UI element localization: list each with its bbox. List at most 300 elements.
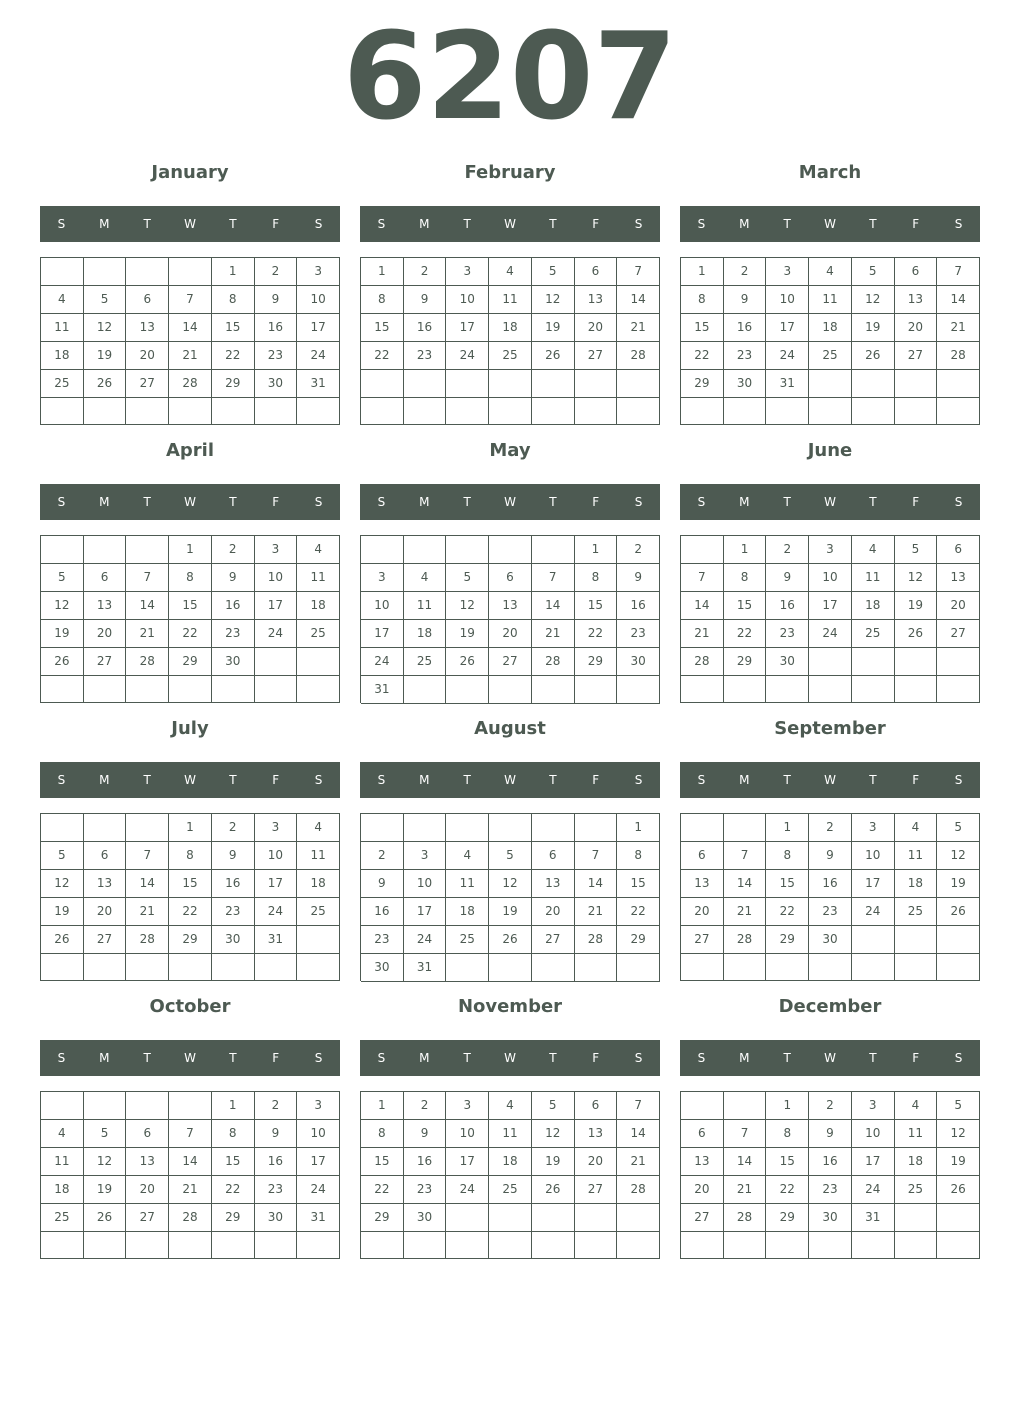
empty-cell: [404, 1232, 447, 1259]
day-cell: 27: [126, 1204, 169, 1232]
day-cell: 25: [41, 1204, 84, 1232]
empty-cell: [297, 648, 340, 676]
empty-cell: [84, 1092, 127, 1120]
day-cell: 6: [489, 564, 532, 592]
day-cell: 10: [446, 1120, 489, 1148]
day-cell: 31: [361, 676, 404, 704]
empty-cell: [446, 398, 489, 426]
day-cell: 18: [895, 1148, 938, 1176]
empty-cell: [766, 1232, 809, 1259]
day-cell: 17: [404, 898, 447, 926]
weekday-header: [360, 1040, 660, 1076]
day-cell: 24: [297, 342, 340, 370]
day-cell: 5: [489, 842, 532, 870]
day-cell: 31: [404, 954, 447, 982]
day-cell: 24: [852, 898, 895, 926]
day-cell: 23: [617, 620, 660, 648]
day-cell: 6: [126, 1120, 169, 1148]
day-cell: 1: [724, 536, 767, 564]
weekday-header: [680, 1040, 980, 1076]
weekday-label: M: [99, 773, 110, 787]
day-cell: 20: [575, 314, 618, 342]
empty-cell: [895, 1232, 938, 1259]
day-cell: 27: [84, 926, 127, 954]
day-cell: 18: [446, 898, 489, 926]
day-cell: 28: [724, 1204, 767, 1232]
weekday-label: S: [377, 217, 386, 231]
day-cell: 4: [489, 258, 532, 286]
day-cell: 15: [212, 1148, 255, 1176]
day-cell: 20: [575, 1148, 618, 1176]
weekday-label: S: [377, 495, 386, 509]
day-cell: 22: [724, 620, 767, 648]
day-cell: 7: [169, 1120, 212, 1148]
weekday-label: T: [783, 773, 791, 787]
day-cell: 14: [617, 286, 660, 314]
day-cell: 15: [617, 870, 660, 898]
day-cell: 20: [681, 1176, 724, 1204]
day-cell: 19: [532, 314, 575, 342]
empty-cell: [126, 954, 169, 981]
empty-cell: [489, 954, 532, 982]
empty-cell: [895, 648, 938, 676]
day-cell: 21: [617, 314, 660, 342]
day-cell: 8: [681, 286, 724, 314]
day-cell: 27: [126, 370, 169, 398]
day-cell: 19: [41, 898, 84, 926]
day-cell: 26: [489, 926, 532, 954]
day-cell: 17: [361, 620, 404, 648]
day-cell: 25: [404, 648, 447, 676]
day-cell: 7: [724, 1120, 767, 1148]
weekday-header: [40, 1040, 340, 1076]
day-cell: 11: [489, 1120, 532, 1148]
weekday-label: M: [739, 773, 750, 787]
empty-cell: [724, 1232, 767, 1259]
day-cell: 9: [212, 564, 255, 592]
day-cell: 29: [681, 370, 724, 398]
empty-cell: [41, 1232, 84, 1259]
day-cell: 27: [84, 648, 127, 676]
day-cell: 11: [852, 564, 895, 592]
empty-cell: [212, 1232, 255, 1259]
day-cell: 6: [681, 1120, 724, 1148]
empty-cell: [809, 648, 852, 676]
weekday-label: W: [824, 1051, 836, 1065]
weekday-label: W: [184, 773, 196, 787]
day-cell: 2: [404, 1092, 447, 1120]
weekday-label: S: [634, 217, 643, 231]
empty-cell: [809, 1232, 852, 1259]
day-cell: 27: [895, 342, 938, 370]
day-cell: 19: [532, 1148, 575, 1176]
empty-cell: [937, 954, 980, 981]
empty-cell: [575, 954, 618, 982]
empty-cell: [41, 258, 84, 286]
day-cell: 13: [681, 870, 724, 898]
day-cell: 10: [297, 1120, 340, 1148]
day-cell: 6: [84, 842, 127, 870]
empty-cell: [852, 676, 895, 703]
day-cell: 19: [446, 620, 489, 648]
day-cell: 12: [446, 592, 489, 620]
day-cell: 20: [681, 898, 724, 926]
day-cell: 16: [724, 314, 767, 342]
day-cell: 15: [766, 870, 809, 898]
weekday-label: S: [954, 773, 963, 787]
day-cell: 2: [212, 536, 255, 564]
day-cell: 2: [212, 814, 255, 842]
day-cell: 31: [852, 1204, 895, 1232]
weekday-label: S: [697, 1051, 706, 1065]
weekday-label: S: [634, 1051, 643, 1065]
weekday-label: T: [229, 773, 237, 787]
day-cell: 1: [169, 814, 212, 842]
day-cell: 20: [937, 592, 980, 620]
day-cell: 14: [681, 592, 724, 620]
weekday-header: [680, 206, 980, 242]
day-cell: 8: [212, 1120, 255, 1148]
day-cell: 28: [169, 1204, 212, 1232]
day-cell: 5: [84, 286, 127, 314]
empty-cell: [361, 398, 404, 426]
day-cell: 19: [937, 870, 980, 898]
day-cell: 12: [84, 1148, 127, 1176]
day-cell: 15: [169, 592, 212, 620]
day-cell: 11: [41, 1148, 84, 1176]
day-cell: 27: [681, 1204, 724, 1232]
day-grid: [360, 535, 660, 703]
weekday-label: S: [314, 1051, 323, 1065]
empty-cell: [84, 398, 127, 425]
day-cell: 22: [212, 1176, 255, 1204]
empty-cell: [809, 954, 852, 981]
weekday-label: W: [824, 773, 836, 787]
day-cell: 29: [212, 1204, 255, 1232]
month-name: March: [798, 162, 862, 183]
day-cell: 17: [297, 314, 340, 342]
day-cell: 4: [489, 1092, 532, 1120]
day-cell: 21: [126, 898, 169, 926]
day-cell: 1: [212, 258, 255, 286]
day-cell: 2: [809, 814, 852, 842]
day-cell: 25: [489, 1176, 532, 1204]
empty-cell: [681, 1232, 724, 1259]
empty-cell: [446, 536, 489, 564]
day-cell: 5: [852, 258, 895, 286]
day-cell: 11: [895, 842, 938, 870]
day-cell: 26: [852, 342, 895, 370]
day-cell: 25: [297, 898, 340, 926]
empty-cell: [724, 676, 767, 703]
empty-cell: [766, 398, 809, 425]
day-cell: 22: [575, 620, 618, 648]
day-cell: 23: [809, 1176, 852, 1204]
day-cell: 15: [169, 870, 212, 898]
day-cell: 2: [255, 258, 298, 286]
empty-cell: [852, 648, 895, 676]
empty-cell: [575, 370, 618, 398]
day-cell: 14: [169, 314, 212, 342]
weekday-label: M: [739, 1051, 750, 1065]
empty-cell: [255, 398, 298, 425]
weekday-label: T: [229, 217, 237, 231]
day-cell: 26: [895, 620, 938, 648]
day-cell: 5: [895, 536, 938, 564]
weekday-label: F: [592, 1051, 600, 1065]
day-cell: 17: [852, 1148, 895, 1176]
day-cell: 27: [575, 342, 618, 370]
empty-cell: [41, 536, 84, 564]
empty-cell: [361, 1232, 404, 1259]
weekday-label: M: [419, 495, 430, 509]
day-cell: 4: [446, 842, 489, 870]
empty-cell: [895, 926, 938, 954]
day-cell: 6: [532, 842, 575, 870]
weekday-header: [680, 762, 980, 798]
day-cell: 19: [895, 592, 938, 620]
day-cell: 13: [126, 314, 169, 342]
day-cell: 23: [255, 1176, 298, 1204]
day-cell: 28: [681, 648, 724, 676]
weekday-label: S: [57, 495, 66, 509]
empty-cell: [489, 814, 532, 842]
day-cell: 28: [169, 370, 212, 398]
empty-cell: [681, 398, 724, 425]
weekday-label: W: [184, 1051, 196, 1065]
day-cell: 7: [126, 564, 169, 592]
day-cell: 13: [575, 286, 618, 314]
weekday-label: S: [314, 773, 323, 787]
day-cell: 12: [937, 1120, 980, 1148]
day-cell: 15: [361, 314, 404, 342]
day-cell: 27: [937, 620, 980, 648]
day-cell: 29: [766, 1204, 809, 1232]
empty-cell: [169, 1232, 212, 1259]
day-grid: [680, 535, 980, 703]
day-cell: 17: [809, 592, 852, 620]
day-cell: 26: [937, 898, 980, 926]
weekday-label: W: [184, 495, 196, 509]
day-cell: 30: [617, 648, 660, 676]
day-cell: 29: [361, 1204, 404, 1232]
day-cell: 20: [84, 898, 127, 926]
day-cell: 24: [766, 342, 809, 370]
empty-cell: [361, 370, 404, 398]
day-cell: 11: [446, 870, 489, 898]
day-cell: 10: [297, 286, 340, 314]
day-cell: 29: [724, 648, 767, 676]
day-cell: 7: [617, 258, 660, 286]
day-cell: 27: [575, 1176, 618, 1204]
day-cell: 4: [852, 536, 895, 564]
empty-cell: [617, 1232, 660, 1259]
day-cell: 22: [766, 1176, 809, 1204]
day-cell: 9: [404, 1120, 447, 1148]
weekday-label: S: [377, 1051, 386, 1065]
day-cell: 13: [681, 1148, 724, 1176]
day-cell: 12: [41, 870, 84, 898]
day-cell: 13: [532, 870, 575, 898]
day-cell: 8: [766, 842, 809, 870]
day-cell: 10: [255, 842, 298, 870]
day-cell: 26: [937, 1176, 980, 1204]
day-cell: 8: [617, 842, 660, 870]
empty-cell: [404, 814, 447, 842]
day-cell: 18: [489, 1148, 532, 1176]
weekday-label: W: [184, 217, 196, 231]
day-cell: 23: [212, 898, 255, 926]
empty-cell: [532, 676, 575, 704]
empty-cell: [361, 814, 404, 842]
day-cell: 15: [681, 314, 724, 342]
day-cell: 6: [126, 286, 169, 314]
weekday-label: F: [272, 217, 280, 231]
day-cell: 16: [361, 898, 404, 926]
day-cell: 31: [297, 370, 340, 398]
day-cell: 30: [212, 926, 255, 954]
day-cell: 14: [937, 286, 980, 314]
day-cell: 12: [532, 286, 575, 314]
day-cell: 9: [724, 286, 767, 314]
empty-cell: [297, 398, 340, 425]
empty-cell: [617, 398, 660, 426]
empty-cell: [895, 370, 938, 398]
day-cell: 25: [895, 898, 938, 926]
day-cell: 7: [617, 1092, 660, 1120]
empty-cell: [84, 676, 127, 703]
weekday-label: S: [57, 773, 66, 787]
day-cell: 16: [212, 870, 255, 898]
weekday-label: F: [592, 217, 600, 231]
day-cell: 24: [852, 1176, 895, 1204]
empty-cell: [937, 1232, 980, 1259]
day-cell: 16: [809, 870, 852, 898]
empty-cell: [937, 1204, 980, 1232]
empty-cell: [937, 370, 980, 398]
empty-cell: [681, 1092, 724, 1120]
day-grid: [360, 1091, 660, 1259]
day-grid: [680, 257, 980, 425]
day-cell: 11: [297, 564, 340, 592]
day-cell: 28: [126, 648, 169, 676]
day-cell: 28: [617, 342, 660, 370]
day-cell: 27: [489, 648, 532, 676]
day-cell: 14: [724, 870, 767, 898]
weekday-label: M: [419, 1051, 430, 1065]
weekday-label: F: [592, 495, 600, 509]
weekday-header: [360, 206, 660, 242]
empty-cell: [766, 954, 809, 981]
day-cell: 16: [255, 1148, 298, 1176]
day-cell: 14: [126, 592, 169, 620]
weekday-label: S: [954, 217, 963, 231]
day-cell: 11: [809, 286, 852, 314]
empty-cell: [126, 536, 169, 564]
day-cell: 21: [724, 898, 767, 926]
day-cell: 5: [446, 564, 489, 592]
day-cell: 7: [575, 842, 618, 870]
day-cell: 23: [404, 342, 447, 370]
weekday-label: M: [99, 217, 110, 231]
empty-cell: [446, 370, 489, 398]
day-cell: 1: [169, 536, 212, 564]
empty-cell: [895, 1204, 938, 1232]
empty-cell: [489, 370, 532, 398]
empty-cell: [489, 536, 532, 564]
day-cell: 7: [169, 286, 212, 314]
empty-cell: [126, 1092, 169, 1120]
day-cell: 10: [361, 592, 404, 620]
day-cell: 10: [809, 564, 852, 592]
day-cell: 23: [766, 620, 809, 648]
day-cell: 24: [297, 1176, 340, 1204]
day-cell: 25: [297, 620, 340, 648]
weekday-label: T: [463, 773, 471, 787]
weekday-label: W: [504, 773, 516, 787]
weekday-label: W: [504, 1051, 516, 1065]
day-cell: 23: [255, 342, 298, 370]
day-cell: 18: [852, 592, 895, 620]
day-cell: 12: [895, 564, 938, 592]
day-cell: 2: [617, 536, 660, 564]
day-cell: 29: [169, 926, 212, 954]
day-grid: [680, 813, 980, 981]
day-cell: 12: [84, 314, 127, 342]
empty-cell: [937, 398, 980, 425]
day-cell: 15: [575, 592, 618, 620]
empty-cell: [724, 398, 767, 425]
day-grid: [40, 1091, 340, 1259]
weekday-label: T: [869, 1051, 877, 1065]
month-name: February: [464, 162, 556, 183]
weekday-label: S: [697, 773, 706, 787]
day-cell: 22: [617, 898, 660, 926]
day-cell: 16: [212, 592, 255, 620]
day-grid: [680, 1091, 980, 1259]
day-cell: 3: [361, 564, 404, 592]
weekday-label: S: [697, 495, 706, 509]
day-cell: 22: [169, 898, 212, 926]
day-cell: 24: [446, 1176, 489, 1204]
weekday-label: F: [592, 773, 600, 787]
empty-cell: [255, 648, 298, 676]
empty-cell: [575, 398, 618, 426]
day-cell: 29: [212, 370, 255, 398]
day-cell: 8: [212, 286, 255, 314]
day-cell: 28: [532, 648, 575, 676]
day-cell: 19: [41, 620, 84, 648]
day-cell: 11: [297, 842, 340, 870]
day-cell: 6: [895, 258, 938, 286]
weekday-label: T: [143, 217, 151, 231]
day-cell: 26: [41, 648, 84, 676]
empty-cell: [446, 954, 489, 982]
weekday-label: F: [912, 773, 920, 787]
day-cell: 13: [126, 1148, 169, 1176]
day-cell: 9: [212, 842, 255, 870]
day-grid: [40, 535, 340, 703]
weekday-label: M: [419, 773, 430, 787]
day-cell: 12: [489, 870, 532, 898]
day-cell: 30: [212, 648, 255, 676]
day-cell: 16: [255, 314, 298, 342]
day-cell: 30: [766, 648, 809, 676]
empty-cell: [297, 926, 340, 954]
day-cell: 1: [681, 258, 724, 286]
day-cell: 20: [532, 898, 575, 926]
empty-cell: [41, 954, 84, 981]
